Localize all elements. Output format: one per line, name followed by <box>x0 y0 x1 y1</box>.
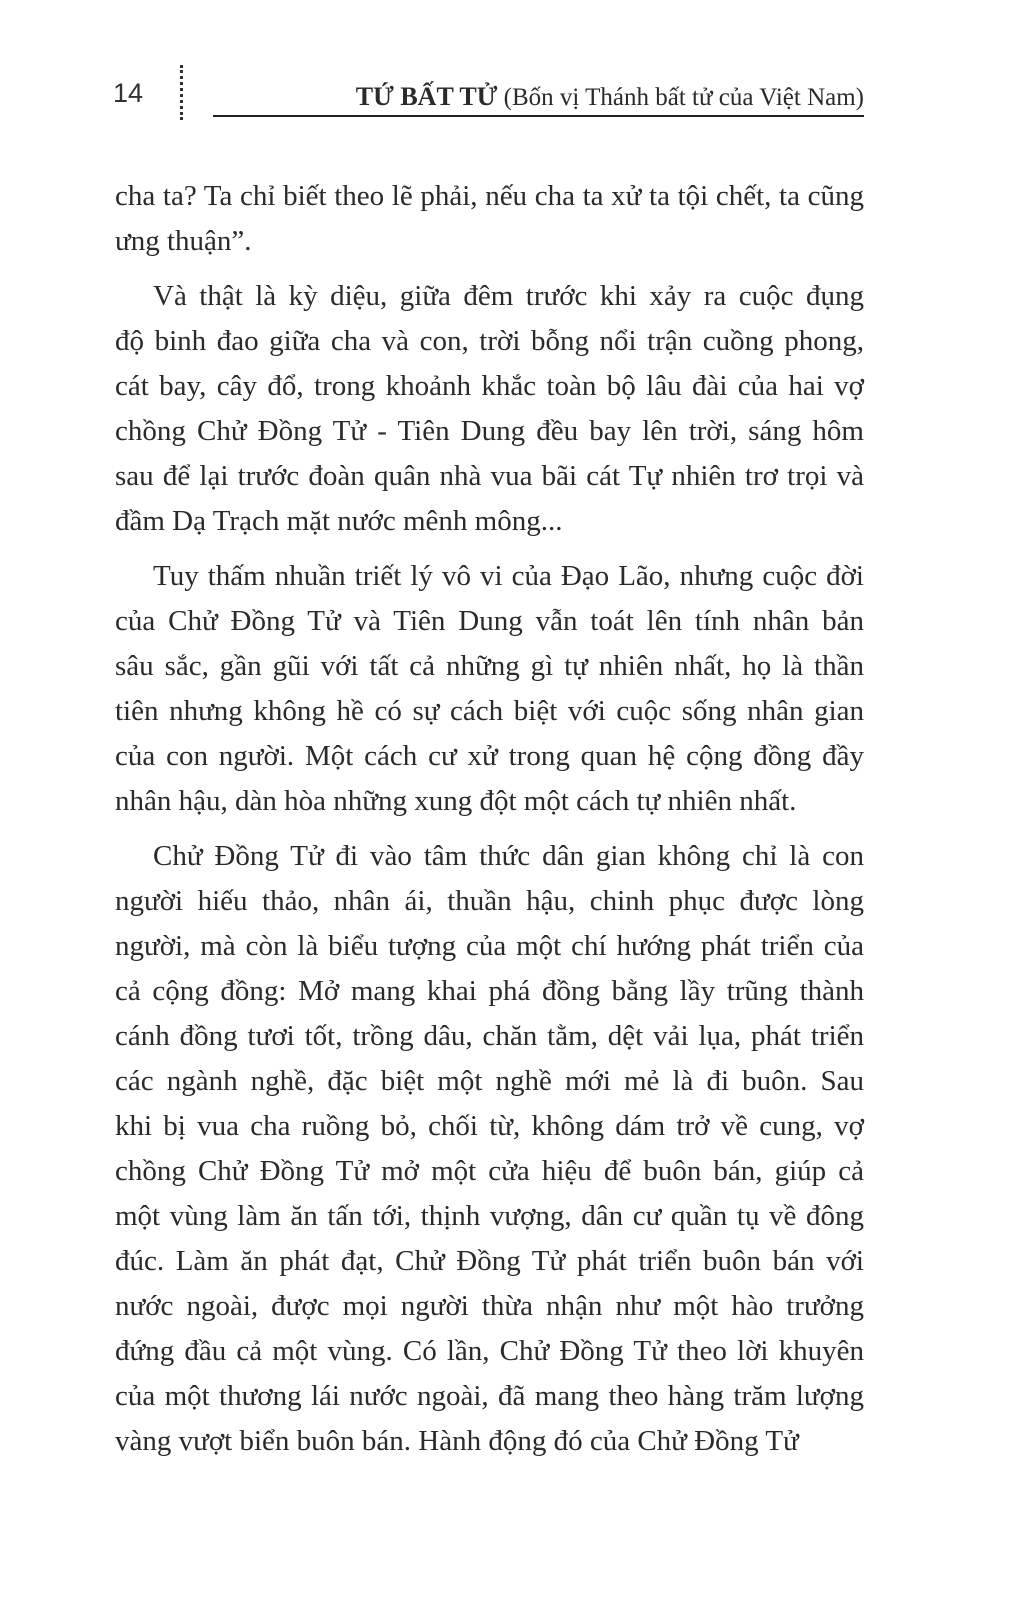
page-number: 14 <box>113 78 144 108</box>
text-line: của con người. Một cách cư xử trong quan hệ cộng đồng đầy <box>115 740 864 772</box>
dotted-divider <box>180 65 183 120</box>
book-title: TỨ BẤT TỬ <box>355 82 498 111</box>
paragraph <box>115 834 864 1464</box>
text-line: tiên nhưng không hề có sự cách biệt với cuộc sống nhân gian <box>115 695 864 727</box>
text-line: nhân hậu, dàn hòa những xung đột một cách tự nhiên nhất. <box>115 785 797 817</box>
text-line: nước ngoài, được mọi người thừa nhận như một hào trưởng <box>115 1290 864 1322</box>
text-line: người hiếu thảo, nhân ái, thuần hậu, chinh phục được lòng <box>115 885 864 917</box>
running-header <box>356 82 864 112</box>
text-line: cha ta? Ta chỉ biết theo lẽ phải, nếu cha ta xử ta tội chết, ta cũng <box>115 180 864 212</box>
text-line: của một thương lái nước ngoài, đã mang theo hàng trăm lượng <box>115 1380 864 1412</box>
text-line: Tuy thấm nhuần triết lý vô vi của Đạo Lão, nhưng cuộc đời <box>153 560 864 592</box>
text-line: vàng vượt biển buôn bán. Hành động đó của Chử Đồng Tử <box>115 1425 799 1457</box>
text-line: cả cộng đồng: Mở mang khai phá đồng bằng lầy trũng thành <box>115 975 864 1007</box>
text-line: độ binh đao giữa cha và con, trời bỗng nổi trận cuồng phong, <box>115 325 864 357</box>
text-line: chồng Chử Đồng Tử - Tiên Dung đều bay lên trời, sáng hôm <box>115 415 864 447</box>
text-line: ưng thuận”. <box>115 225 252 257</box>
header-rule <box>213 115 864 117</box>
text-line: các ngành nghề, đặc biệt một nghề mới mẻ là đi buôn. Sau <box>115 1065 864 1097</box>
text-line: một vùng làm ăn tấn tới, thịnh vượng, dân cư quần tụ về đông <box>115 1200 864 1232</box>
paragraph <box>115 554 864 824</box>
text-line: Và thật là kỳ diệu, giữa đêm trước khi xảy ra cuộc đụng <box>153 280 864 312</box>
text-line: người, mà còn là biểu tượng của một chí hướng phát triển của <box>115 930 864 962</box>
text-line: cát bay, cây đổ, trong khoảnh khắc toàn bộ lâu đài của hai vợ <box>115 370 864 402</box>
text-line: sâu sắc, gần gũi với tất cả những gì tự nhiên nhất, họ là thần <box>115 650 864 682</box>
text-line: chồng Chử Đồng Tử mở một cửa hiệu để buôn bán, giúp cả <box>115 1155 864 1187</box>
paragraph <box>115 274 864 544</box>
book-subtitle: (Bốn vị Thánh bất tử của Việt Nam) <box>503 84 864 111</box>
text-line: đầm Dạ Trạch mặt nước mênh mông... <box>115 505 563 537</box>
text-line: đứng đầu cả một vùng. Có lần, Chử Đồng Tử theo lời khuyên <box>115 1335 864 1367</box>
text-line: cánh đồng tươi tốt, trồng dâu, chăn tằm, dệt vải lụa, phát triển <box>115 1020 864 1052</box>
body-text <box>115 174 864 1474</box>
text-line: khi bị vua cha ruồng bỏ, chối từ, không dám trở về cung, vợ <box>115 1110 864 1142</box>
text-line: đúc. Làm ăn phát đạt, Chử Đồng Tử phát triển buôn bán với <box>115 1245 864 1277</box>
text-line: sau để lại trước đoàn quân nhà vua bãi cát Tự nhiên trơ trọi và <box>115 460 864 492</box>
text-line: của Chử Đồng Tử và Tiên Dung vẫn toát lên tính nhân bản <box>115 605 864 637</box>
text-line: Chử Đồng Tử đi vào tâm thức dân gian không chỉ là con <box>153 840 864 872</box>
paragraph <box>115 174 864 264</box>
